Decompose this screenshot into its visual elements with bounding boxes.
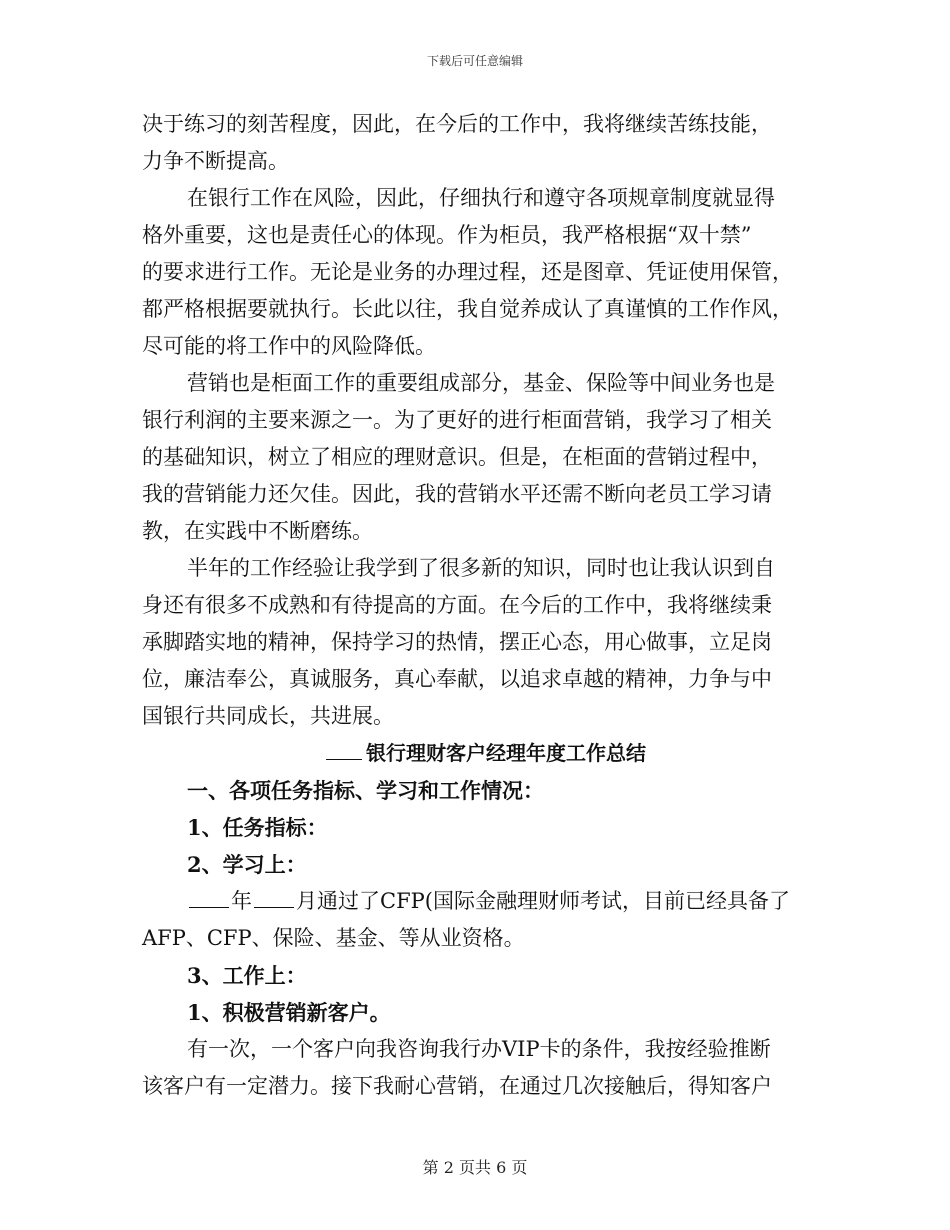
- paragraph-line: 该客户有一定潜力。接下我耐心营销，在通过几次接触后，得知客户: [142, 1074, 772, 1098]
- paragraph-line: 尽可能的将工作中的风险降低。: [142, 334, 436, 358]
- fill-in-blank: [326, 737, 362, 760]
- fill-in-blank: [254, 885, 294, 908]
- paragraph-line: 教，在实践中不断磨练。: [142, 519, 373, 543]
- heading-level-1: 一、各项任务指标、学习和工作情况：: [187, 778, 544, 803]
- paragraph-line: 都严格根据要就执行。长此以往，我自觉养成认了真谨慎的工作作风，: [142, 297, 793, 321]
- paragraph-line: 力争不断提高。: [142, 149, 289, 173]
- section-title-text: 银行理财客户经理年度工作总结: [366, 741, 646, 765]
- paragraph-line: 有一次，一个客户向我咨询我行办VIP卡的条件，我按经验推断: [187, 1037, 771, 1061]
- heading-marketing-new-clients: 1、积极营销新客户。: [187, 1000, 391, 1025]
- study-month-text: 月通过了CFP(国际金融理财师考试，目前已经具备了: [296, 889, 790, 913]
- paragraph-line: 的基础知识，树立了相应的理财意识。但是，在柜面的营销过程中，: [142, 445, 772, 469]
- document-body: [142, 106, 810, 1105]
- paragraph-line: 我的营销能力还欠佳。因此，我的营销水平还需不断向老员工学习请: [142, 482, 772, 506]
- page-number: 第 2 页共 6 页: [422, 1158, 528, 1177]
- year-suffix: 年: [231, 889, 252, 913]
- study-line: [142, 883, 810, 920]
- heading-task-indicators: 1、任务指标：: [187, 815, 328, 840]
- page-header-note: 下载后可任意编辑: [426, 54, 523, 68]
- heading-study: 2、学习上：: [187, 852, 307, 877]
- paragraph-line: 在银行工作在风险，因此，仔细执行和遵守各项规章制度就显得: [187, 186, 775, 210]
- fill-in-blank: [189, 885, 229, 908]
- paragraph-line: 格外重要，这也是责任心的体现。作为柜员，我严格根据“双十禁”: [142, 223, 752, 247]
- paragraph-line: 承脚踏实地的精神，保持学习的热情，摆正心态，用心做事，立足岗: [142, 630, 772, 654]
- paragraph-line: 决于练习的刻苦程度，因此，在今后的工作中，我将继续苦练技能，: [142, 112, 772, 136]
- heading-work: 3、工作上：: [187, 963, 307, 988]
- paragraph-line: 位，廉洁奉公，真诚服务，真心奉献，以追求卓越的精神，力争与中: [142, 667, 772, 691]
- paragraph-line: 半年的工作经验让我学到了很多新的知识，同时也让我认识到自: [187, 556, 775, 580]
- section-title: [142, 735, 810, 772]
- paragraph-line: 国银行共同成长，共进展。: [142, 704, 394, 728]
- paragraph-line: AFP、CFP、保险、基金、等从业资格。: [142, 926, 525, 950]
- paragraph-line: 的要求进行工作。无论是业务的办理过程，还是图章、凭证使用保管，: [142, 260, 793, 284]
- paragraph-line: 营销也是柜面工作的重要组成部分，基金、保险等中间业务也是: [187, 371, 775, 395]
- paragraph-line: 银行利润的主要来源之一。为了更好的进行柜面营销，我学习了相关: [142, 408, 772, 432]
- paragraph-line: 身还有很多不成熟和有待提高的方面。在今后的工作中，我将继续秉: [142, 593, 772, 617]
